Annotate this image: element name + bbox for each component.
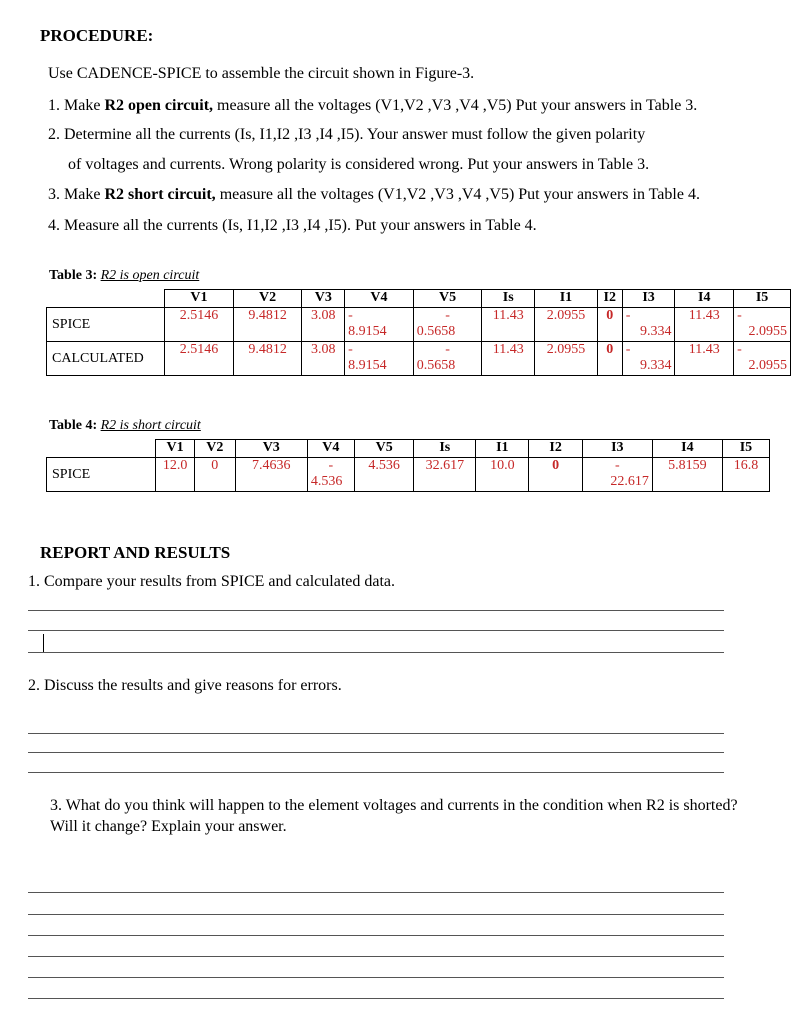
answer-line[interactable] — [28, 892, 724, 893]
col-i4: I4 — [652, 440, 722, 458]
question-1: 1. Compare your results from SPICE and calculated data. — [28, 573, 396, 590]
answer-line[interactable] — [28, 772, 724, 773]
table-row: SPICE 12.0 0 7.4636 - 4.536 4.536 32.617 10.0 0 - 22.617 5.8159 16.8 — [47, 458, 770, 492]
col-i2: I2 — [529, 440, 582, 458]
col-is: Is — [414, 440, 476, 458]
answer-line[interactable] — [28, 935, 724, 936]
question-3-line-1: 3. What do you think will happen to the element voltages and currents in the condition when R2 is shorted? — [50, 797, 738, 814]
answer-line[interactable] — [28, 610, 724, 611]
table3 — [46, 289, 791, 376]
answer-line[interactable] — [28, 998, 724, 999]
report-title: REPORT AND RESULTS — [40, 543, 231, 562]
answer-line[interactable] — [28, 630, 724, 631]
table-row: CALCULATED 2.5146 9.4812 3.08 - 8.9154 - 0.5658 11.43 2.0955 0 - 9.334 11.43 - 2.0955 — [47, 342, 791, 376]
answer-line[interactable] — [28, 956, 724, 957]
table4-header-row — [47, 440, 770, 458]
col-v5: V5 — [354, 440, 414, 458]
step-3: 3. Make R2 short circuit, measure all the voltages (V1,V2 ,V3 ,V4 ,V5) Put your answers in Table 4. — [48, 186, 700, 203]
table4-caption: Table 4: R2 is short circuit — [49, 418, 201, 433]
procedure-title: PROCEDURE: — [40, 26, 154, 45]
col-i1: I1 — [476, 440, 529, 458]
col-v1: V1 — [156, 440, 195, 458]
col-i1: I1 — [535, 290, 598, 308]
question-3-line-2: Will it change? Explain your answer. — [50, 818, 287, 835]
col-v3: V3 — [235, 440, 307, 458]
col-v1: V1 — [165, 290, 234, 308]
col-i3: I3 — [622, 290, 675, 308]
text-cursor — [43, 634, 44, 652]
col-v4: V4 — [307, 440, 354, 458]
table4 — [46, 439, 770, 492]
step-4: 4. Measure all the currents (Is, I1,I2 ,I3 ,I4 ,I5). Put your answers in Table 4. — [48, 217, 537, 234]
col-i4: I4 — [675, 290, 734, 308]
col-v4: V4 — [345, 290, 414, 308]
procedure-intro: Use CADENCE-SPICE to assemble the circuit shown in Figure-3. — [48, 65, 475, 82]
step-1: 1. Make R2 open circuit, measure all the voltages (V1,V2 ,V3 ,V4 ,V5) Put your answers in Table 3. — [48, 97, 698, 114]
answer-line[interactable] — [28, 752, 724, 753]
col-is: Is — [482, 290, 535, 308]
col-v2: V2 — [194, 440, 235, 458]
answer-line[interactable] — [28, 733, 724, 734]
col-v3: V3 — [302, 290, 345, 308]
step-2-continued: of voltages and currents. Wrong polarity is considered wrong. Put your answers in Table 3. — [68, 156, 650, 173]
col-i5: I5 — [734, 290, 791, 308]
col-v2: V2 — [233, 290, 302, 308]
answer-line[interactable] — [28, 652, 724, 653]
answer-line[interactable] — [28, 914, 724, 915]
col-v5: V5 — [413, 290, 482, 308]
col-i5: I5 — [722, 440, 769, 458]
table-row: SPICE 2.5146 9.4812 3.08 - 8.9154 - 0.5658 11.43 2.0955 0 - 9.334 11.43 - 2.0955 — [47, 308, 791, 342]
answer-line[interactable] — [28, 977, 724, 978]
step-2: 2. Determine all the currents (Is, I1,I2 ,I3 ,I4 ,I5). Your answer must follow the given polarity — [48, 126, 646, 143]
table3-header-row — [47, 290, 791, 308]
col-i2: I2 — [597, 290, 622, 308]
table3-caption: Table 3: R2 is open circuit — [49, 268, 200, 283]
question-2: 2. Discuss the results and give reasons for errors. — [28, 677, 342, 694]
col-i3: I3 — [582, 440, 652, 458]
